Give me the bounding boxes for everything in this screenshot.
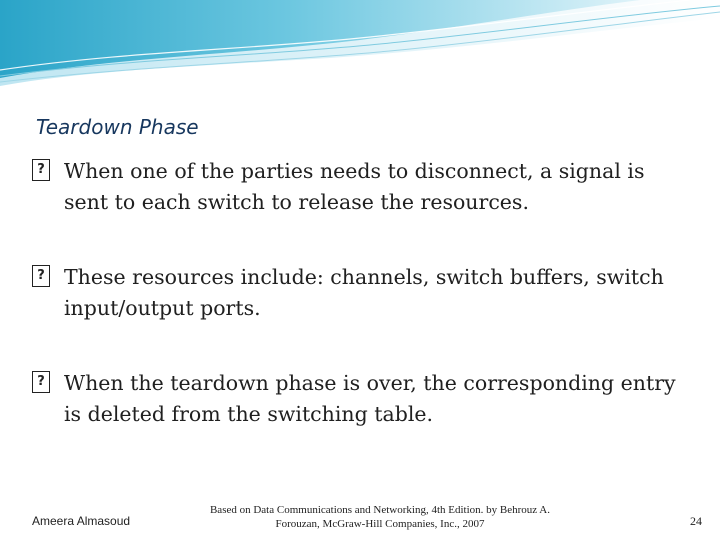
slide-number: 24: [690, 514, 702, 528]
bullet-text: When the teardown phase is over, the corresponding entry is deleted from the switching table.: [64, 371, 676, 426]
missing-glyph-bullet-icon: ?: [32, 371, 50, 393]
missing-glyph-bullet-icon: ?: [32, 159, 50, 181]
bullet-item: [32, 156, 682, 218]
footer-author: Ameera Almasoud: [32, 514, 131, 528]
bullet-list: [32, 156, 682, 474]
slide-heading: Teardown Phase: [36, 115, 199, 139]
footer-source-line-2: Forouzan, McGraw-Hill Companies, Inc., 2007: [275, 518, 485, 530]
bullet-text: When one of the parties needs to disconnect, a signal is sent to each switch to release the resources.: [64, 159, 645, 214]
header-wave-decoration: [0, 0, 720, 90]
bullet-text: These resources include: channels, switch buffers, switch input/output ports.: [64, 265, 664, 320]
missing-glyph-bullet-icon: ?: [32, 265, 50, 287]
bullet-item: [32, 262, 682, 324]
bullet-item: [32, 368, 682, 430]
footer-source-line-1: Based on Data Communications and Networking, 4th Edition. by Behrouz A.: [209, 504, 551, 516]
footer-source-citation: [170, 503, 590, 531]
